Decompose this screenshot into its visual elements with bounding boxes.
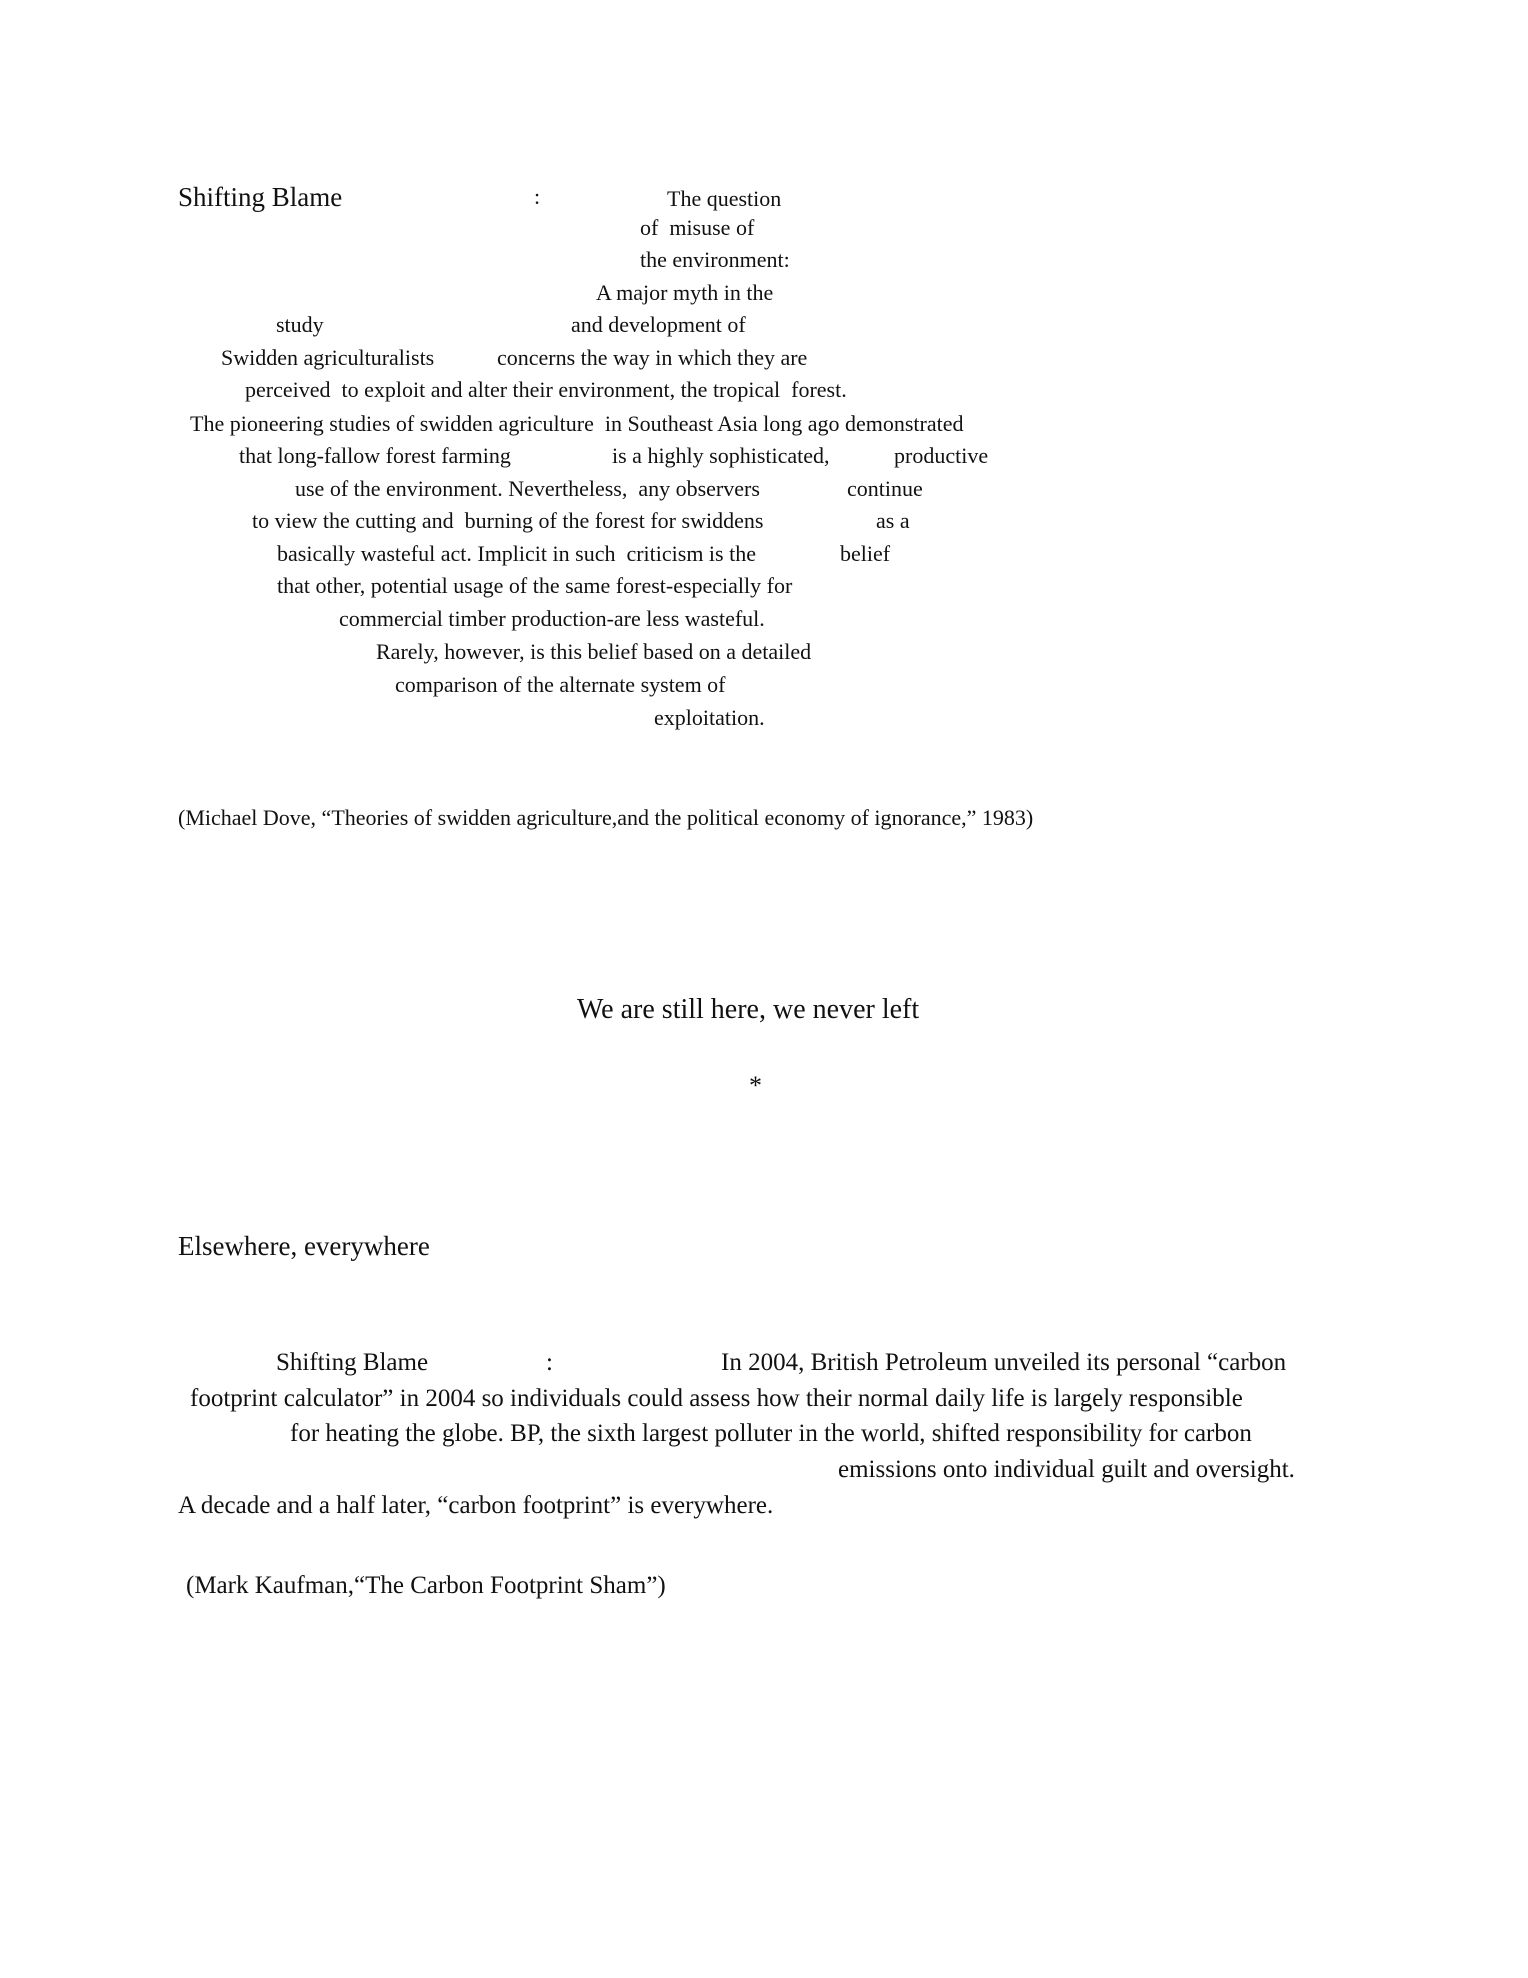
title-colon: : <box>546 1349 553 1376</box>
paragraph-line: In 2004, British Petroleum unveiled its personal “carbon <box>721 1349 1287 1376</box>
poem-line: comparison of the alternate system of <box>395 672 726 697</box>
interlude-title: We are still here, we never left <box>577 994 920 1025</box>
poem-line: concerns the way in which they are <box>497 345 808 370</box>
poem-line: use of the environment. Nevertheless, any observers <box>295 476 760 501</box>
poem-line: the environment: <box>640 247 790 272</box>
poem-line: that long-fallow forest farming <box>239 443 511 468</box>
poem-line: belief <box>840 541 891 566</box>
poem-line: exploitation. <box>654 705 765 730</box>
poem-line: The question <box>667 186 782 211</box>
title-colon: : <box>534 184 541 209</box>
poem-line: and development of <box>571 312 746 337</box>
paragraph-line: footprint calculator” in 2004 so individuals could assess how their normal daily life is largely responsible <box>190 1385 1243 1412</box>
citation: (Mark Kaufman,“The Carbon Footprint Sham”) <box>186 1572 666 1599</box>
section-title: Shifting Blame <box>276 1349 429 1376</box>
section-separator: * <box>749 1071 762 1100</box>
poem-line: A major myth in the <box>596 280 774 305</box>
poem-line: Swidden agriculturalists <box>221 345 435 370</box>
poem-line: commercial timber production-are less wasteful. <box>339 606 765 631</box>
poem-line: to view the cutting and burning of the forest for swiddens <box>252 508 764 533</box>
paragraph-line: A decade and a half later, “carbon footprint” is everywhere. <box>178 1492 774 1519</box>
section-title: Shifting Blame <box>178 182 343 212</box>
poem-line: continue <box>847 476 923 501</box>
poem-line: basically wasteful act. Implicit in such criticism is the <box>277 541 756 566</box>
citation: (Michael Dove, “Theories of swidden agriculture,and the political economy of ignorance,” 1983) <box>178 805 1034 830</box>
poem-line: study <box>276 312 324 337</box>
poem-line: Rarely, however, is this belief based on a detailed <box>376 639 812 664</box>
section-heading: Elsewhere, everywhere <box>178 1231 430 1261</box>
paragraph-line: for heating the globe. BP, the sixth largest polluter in the world, shifted responsibility for carbon <box>290 1420 1252 1447</box>
paragraph-line: emissions onto individual guilt and oversight. <box>838 1456 1295 1483</box>
poem-line: perceived to exploit and alter their environment, the tropical forest. <box>245 377 847 402</box>
poem-line: as a <box>876 508 910 533</box>
poem-line: of misuse of <box>640 215 755 240</box>
poem-line: productive <box>894 443 989 468</box>
poem-line: is a highly sophisticated, <box>612 443 830 468</box>
poem-line: The pioneering studies of swidden agriculture in Southeast Asia long ago demonstrated <box>190 411 964 436</box>
poem-line: that other, potential usage of the same forest-especially for <box>277 573 793 598</box>
